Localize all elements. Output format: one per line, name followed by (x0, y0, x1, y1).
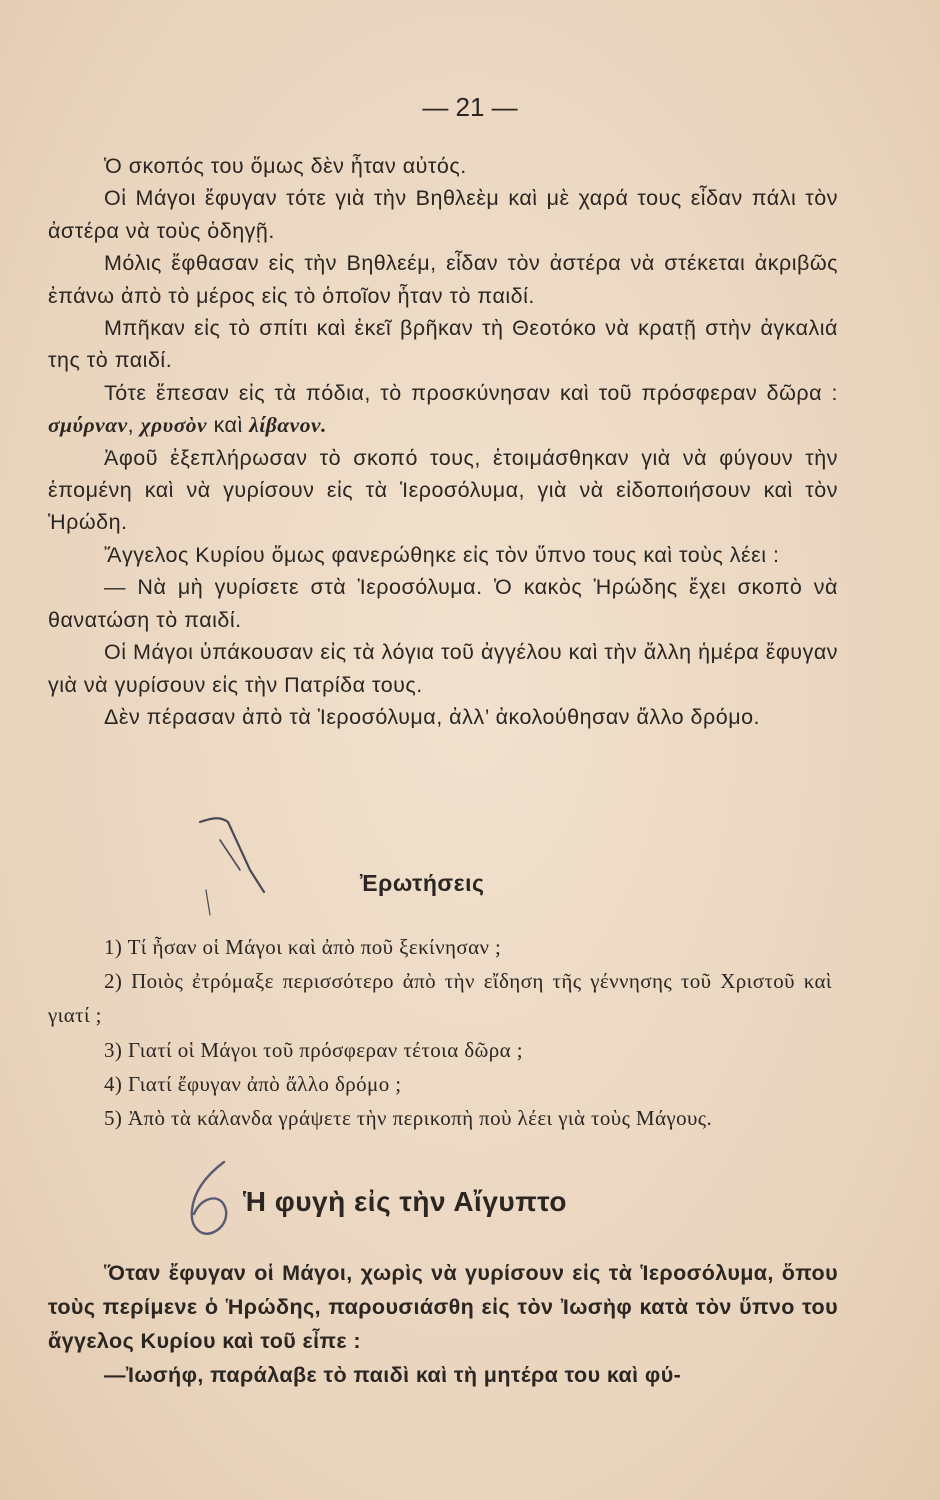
paragraph: Οἱ Μάγοι ὑπάκουσαν εἰς τὰ λόγια τοῦ ἀγγέλου καὶ τὴν ἄλλη ἡμέρα ἔφυγαν γιὰ νὰ γυρίσουν εἰς τὴν Πατρίδα τους. (48, 640, 838, 697)
paragraph: Μπῆκαν εἰς τὸ σπίτι καὶ ἐκεῖ βρῆκαν τὴ Θεοτόκο νὰ κρατῇ στὴν ἀγκαλιά της τὸ παιδί. (48, 316, 838, 373)
chapter-text (48, 1256, 838, 1392)
question-item: 4) Γιατί ἔφυγαν ἀπὸ ἄλλο δρόμο ; (104, 1071, 402, 1096)
paragraph: — Νὰ μὴ γυρίσετε στὰ Ἱεροσόλυμα. Ὁ κακὸς Ἡρώδης ἔχει σκοπὸ νὰ θανατώση τὸ παιδί. (48, 575, 838, 632)
gift-gold: χρυσὸν (140, 413, 208, 438)
gift-frankincense: λίβανον. (249, 413, 327, 438)
questions-list (48, 930, 832, 1135)
question-item: 1) Τί ἦσαν οἱ Μάγοι καὶ ἀπὸ ποῦ ξεκίνησαν ; (104, 935, 502, 959)
paragraph: Ἀφοῦ ἐξεπλήρωσαν τὸ σκοπό τους, ἑτοιμάσθηκαν γιὰ νὰ φύγουν τὴν ἑπομένη καὶ νὰ γυρίσουν εἰς τὰ Ἱεροσόλυμα, γιὰ νὰ εἰδοποιήσουν καὶ τὸν Ἡρώδη. (48, 445, 838, 535)
paragraph: Ὅταν ἔφυγαν οἱ Μάγοι, χωρὶς νὰ γυρίσουν εἰς τὰ Ἱεροσόλυμα, ὅπου τοὺς περίμενε ὁ Ἡρώδης, παρουσιάσθη εἰς τὸν Ἰωσὴφ κατὰ τὸν ὕπνο του ἄγγελος Κυρίου καὶ τοῦ εἶπε : (48, 1261, 838, 1353)
paragraph: —Ἰωσήφ, παράλαβε τὸ παιδὶ καὶ τὴ μητέρα του καὶ φύ- (104, 1363, 682, 1387)
page-number: — 21 — (422, 92, 518, 122)
paragraph: Ἄγγελος Κυρίου ὅμως φανερώθηκε εἰς τὸν ὕπνο τους καὶ τοὺς λέει : (104, 542, 780, 567)
questions-heading: Ἐρωτήσεις (360, 870, 485, 896)
chapter-number-text: 6 (204, 1205, 211, 1219)
question-item: 2) Ποιὸς ἐτρόμαξε περισσότερο ἀπὸ τὴν εἴδηση τῆς γέννησης τοῦ Χριστοῦ καὶ γιατί ; (48, 969, 832, 1028)
question-item: 5) Ἀπὸ τὰ κάλανδα γράψετε τὴν περικοπὴ ποὺ λέει γιὰ τοὺς Μάγους. (104, 1106, 713, 1131)
gifts-conj: καὶ (213, 413, 243, 438)
gift-myrrh: σμύρναν (48, 413, 128, 438)
paragraph: Ὁ σκοπός του ὅμως δὲν ἦταν αὐτός. (104, 154, 467, 178)
story-text (48, 150, 838, 733)
paragraph: Οἱ Μάγοι ἔφυγαν τότε γιὰ τὴν Βηθλεὲμ καὶ μὲ χαρά τους εἶδαν πάλι τὸν ἀστέρα νὰ τοὺς ὁδηγῇ. (48, 186, 838, 243)
gifts-text: Τότε ἔπεσαν εἰς τὰ πόδια, τὸ προσκύνησαν καὶ τοῦ πρόσφεραν δῶρα : (104, 380, 838, 405)
pencil-check-mark (180, 800, 300, 920)
gifts-paragraph: Τότε ἔπεσαν εἰς τὰ πόδια, τὸ προσκύνησαν καὶ τοῦ πρόσφεραν δῶρα : σμύρναν, χρυσὸν καὶ λίβανον. (48, 380, 838, 438)
question-item: 3) Γιατί οἱ Μάγοι τοῦ πρόσφεραν τέτοια δῶρα ; (104, 1037, 523, 1062)
chapter-title: Ἡ φυγὴ εἰς τὴν Αἴγυπτο (243, 1186, 567, 1217)
paragraph: Μόλις ἔφθασαν εἰς τὴν Βηθλεέμ, εἶδαν τὸν ἀστέρα νὰ στέκεται ἀκριβῶς ἐπάνω ἀπὸ τὸ μέρος εἰς τὸ ὁποῖον ἦταν τὸ παιδί. (48, 251, 838, 308)
paragraph: Δὲν πέρασαν ἀπὸ τὰ Ἱεροσόλυμα, ἀλλ’ ἀκολούθησαν ἄλλο δρόμο. (104, 704, 761, 729)
